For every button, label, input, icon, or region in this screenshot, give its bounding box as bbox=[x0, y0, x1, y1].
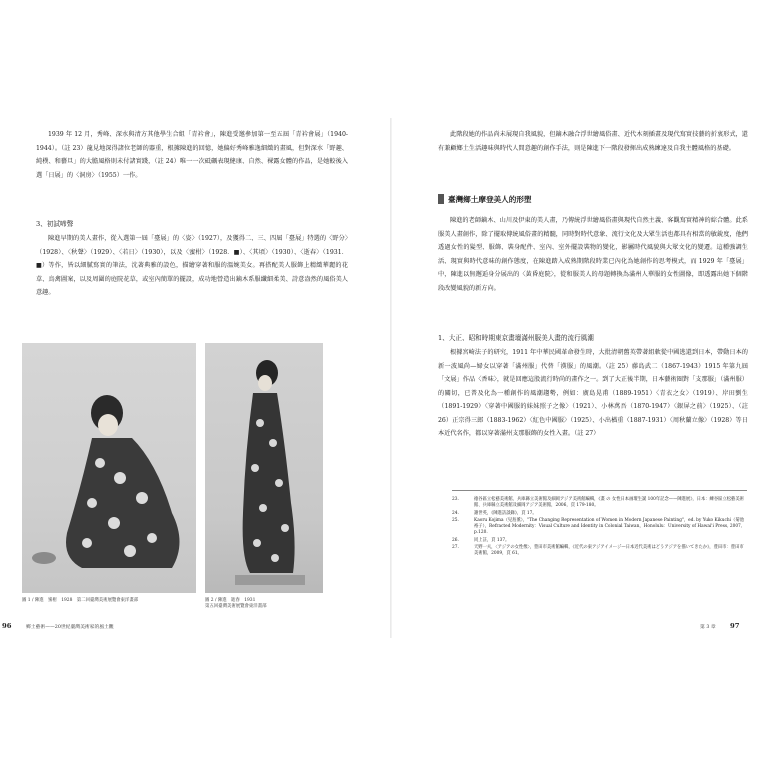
right-paragraph-1: 此階段她的作品尚未展現自我風貌，但鏑木融合浮世繪風俗畫、近代木刻插畫及現代寫實技藝的折衷形式，還有兼顧鄉土生活趣味與時代人間意趣的創作手法，則是陳進下一階段發揮出成熟練達及自我主體風格的基礎。 bbox=[438, 131, 748, 152]
right-page bbox=[400, 118, 752, 638]
figure-2-painting bbox=[205, 343, 323, 593]
left-paragraph-1: 1939 年 12 月，秀峰、深水與清方其他學生合組「青衿會」，陳進受邀參加第一至五屆「青衿會展」（1940-1944）。（註 23）龍見地深得諸位老師的器重，根據陳進的回憶，她偏好秀峰雅逸細緻的畫風，但對深水「野趣、純樸、和藝旦」的大膽風格則未付諸實踐，（註 24）唯一一次砥礪表現健康、自然、裸露女體的作品，是她較後入選「日展」的〈洞房〉（1955）一作。 bbox=[36, 131, 348, 179]
footnotes bbox=[452, 497, 747, 559]
section-heading: 3、初試啼聲 bbox=[36, 220, 74, 228]
heading-bar-icon bbox=[438, 194, 444, 204]
right-page-number: 97 bbox=[730, 622, 740, 630]
seated-woman-illustration bbox=[22, 343, 196, 593]
left-page bbox=[2, 118, 387, 638]
left-paragraph-2: 陳進早期的美人畫作，從入選第一屆「臺展」的〈姿〉（1927），及獲得二、三、四屆「臺展」特選的〈野分〉（1928）、〈秋聲〉（1929）、〈若日〉（1930），以及〈蜜柑〉（1928．■）、〈其頃〉（1930）、〈逝春〉（1931．■）等作，皆以細膩寫實的筆法，沈著典雅的設色，描繪穿著和服的溫婉美女。再搭配美人服飾上精緻華麗的花草、鳥禽圖案，以及周圍的庭院花草，或室內簡單的擺設，成功地營造出鏑木系服纖細柔美、詩意盎然的風俗美人意趣。 bbox=[36, 235, 348, 296]
footnote-rule bbox=[452, 490, 747, 491]
footnote-item: 23. 徳谷區立松藝美術館、兵庫縣立美術館及細岡アジア美術館編輯，《畫 の 女性日本画壇生誕 100年記念——陳進展》，日本：練谷區立松藝美術館、兵庫縣立美術館及細岡アジア美術館，2006，頁 179-180。 bbox=[452, 497, 744, 509]
standing-woman-illustration bbox=[205, 343, 323, 593]
heading-text: 臺灣鄉土摩登美人的形塑 bbox=[448, 195, 532, 204]
chapter-section-heading bbox=[438, 194, 532, 206]
footnote-item: 27. 天野一夫，〈アジアの女性像〉，豊田市美術館編輯，《近代の東アジアイメージ—日本近代美術はどうアジアを描いてきたか》，豊田市：豊田市美術館，2009，頁 61。 bbox=[452, 545, 744, 557]
left-running-head: 鄉土藝術——20世紀臺灣美術家的風土觀 bbox=[26, 625, 114, 630]
figure-2-caption bbox=[205, 598, 335, 610]
right-paragraph-2: 陳進的老師鏑木、山川及伊東的美人畫，乃傳統浮世繪風俗畫與現代自然主義、客觀寫實精神的綜合體。此系服美人畫創作，除了擺取傳統風俗畫的精髓，同時對時代意象、流行文化及大眾生活也都具有相當的敏銳度，他們透過女性的髮型、服飾、裝身配件、室內、室外擺設裝物的變化，影屬時代風貌與大眾文化的變遷。這種強調生活、現實與時代意味的創作態度，在陳進踏入成熟期階段時業已內化為她創作的思考模式，而 1929 年「臺展」中，陳進以無邂逅身分展出的〈黃昏庭院〉，從和服美人的母題轉換為滿州人華服的女性圖像，即透露出她下個階段改變風貌的新方向。 bbox=[438, 217, 748, 292]
figure-2-caption-line2: 第五回臺灣美術展覽會東洋畫部 bbox=[205, 604, 267, 609]
footnote-item: 26. 同上註，頁 137。 bbox=[452, 537, 510, 543]
footnote-item: 24. 謝世英，《陳進訪談錄》，頁 17。 bbox=[452, 510, 537, 516]
figure-1-painting bbox=[22, 343, 196, 593]
figure-1-caption: 圖 1 / 陳進 蜜柑 1928 第二回臺灣美術展覽會東洋畫部 bbox=[22, 598, 139, 603]
figure-2-caption-line1: 圖 2 / 陳進 逝春 1931 bbox=[205, 598, 256, 603]
footnote-item: 25. Kaoru Kojima（兒島薰），"The Changing Representation of Women in Modern Japanese Painting"，ed. by Yuko Kikuchi（菊池裕子），Refracted Modernity：Visual Culture and Identity in Colonial Taiwan，Honolulu：University of Hawai'i Press, 2007, p.120. bbox=[452, 517, 744, 536]
left-page-number: 96 bbox=[2, 622, 12, 630]
gutter bbox=[390, 118, 392, 638]
subsection-heading: 1、大正、昭和時期東京畫壇滿州服美人畫的流行風潮 bbox=[438, 334, 594, 342]
chapter-label: 第 3 章 bbox=[700, 625, 716, 630]
right-paragraph-3: 根據宮崎法子的研究，1911 年中華民國革命發生時，大批清朝舊英帶著組軟從中國逃還到日本，帶動日本的新一波風尚—婦女以穿著「滿州服」代替「漢服」的風潮。（註 25）藤島武二（1867-1943）1915 年第九屆「文展」作品〈香味〉，就是回應這股流行時尚的畫作之一。到了大正後半期，日本藝術圈對「支那服」（滿州服）的關切，已普及化為一種創作的風潮趨勢，例如：廣島晃甫（1889-1951）〈青衣之女〉（1919）、岸田劉生（1891-1929）〈穿著中國服的妹妹照子之像〉（1921）、小林萬吾（1870-1947）〈銀屏之前〉（1925）、（註 26）正宗得三郎（1883-1962）〈紅色中國服〉（1925）、小出楢重（1887-1931）〈周秋蘭立像〉（1928）等日本近代名作，都以穿著滿州支那服飾的女性入畫。（註 27） bbox=[438, 349, 748, 437]
book-spread bbox=[2, 118, 752, 638]
